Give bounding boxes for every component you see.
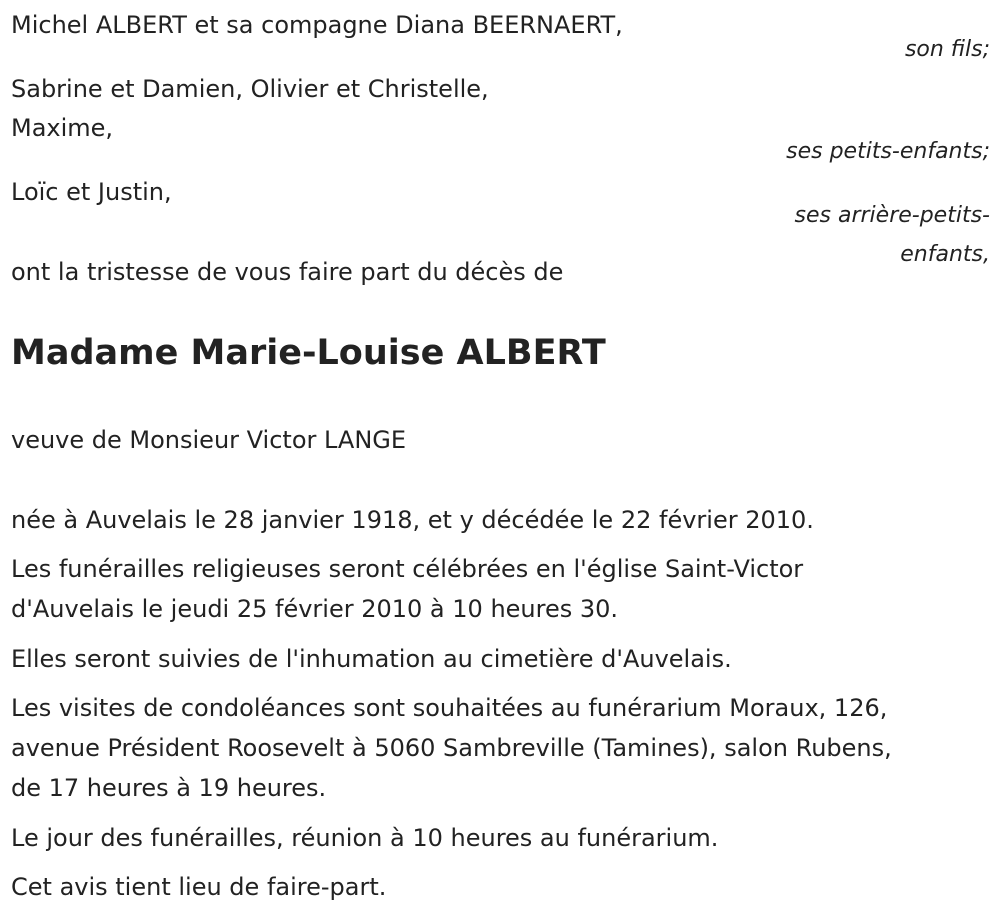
funeral-line-2: d'Auvelais le jeudi 25 février 2010 à 10 heures 30. <box>11 595 619 623</box>
funeral-line-1: Les funérailles religieuses seront célébrées en l'église Saint-Victor <box>11 555 804 583</box>
grandchildren-line-1: Sabrine et Damien, Olivier et Christelle, <box>11 75 489 103</box>
great-grandchildren-role-1: ses arrière-petits- <box>794 203 990 228</box>
son-line: Michel ALBERT et sa compagne Diana BEERNAERT, <box>11 11 623 39</box>
visits-line-2: avenue Président Roosevelt à 5060 Sambreville (Tamines), salon Rubens, <box>11 734 892 762</box>
meeting: Le jour des funérailles, réunion à 10 heures au funérarium. <box>11 824 719 852</box>
great-grandchildren-line: Loïc et Justin, <box>11 178 172 206</box>
grandchildren-role: ses petits-enfants; <box>786 139 990 164</box>
widow-of: veuve de Monsieur Victor LANGE <box>11 426 407 454</box>
announcement: ont la tristesse de vous faire part du décès de <box>11 258 564 286</box>
great-grandchildren-role-2: enfants, <box>900 242 990 267</box>
visits-line-1: Les visites de condoléances sont souhaitées au funérarium Moraux, 126, <box>11 694 888 722</box>
closing: Cet avis tient lieu de faire-part. <box>11 873 387 901</box>
grandchildren-line-2: Maxime, <box>11 114 114 142</box>
birth-death: née à Auvelais le 28 janvier 1918, et y décédée le 22 février 2010. <box>11 506 814 534</box>
visits-line-3: de 17 heures à 19 heures. <box>11 774 327 802</box>
son-role: son fils; <box>904 37 990 62</box>
deceased-name: Madame Marie-Louise ALBERT <box>11 333 606 373</box>
burial: Elles seront suivies de l'inhumation au cimetière d'Auvelais. <box>11 645 732 673</box>
